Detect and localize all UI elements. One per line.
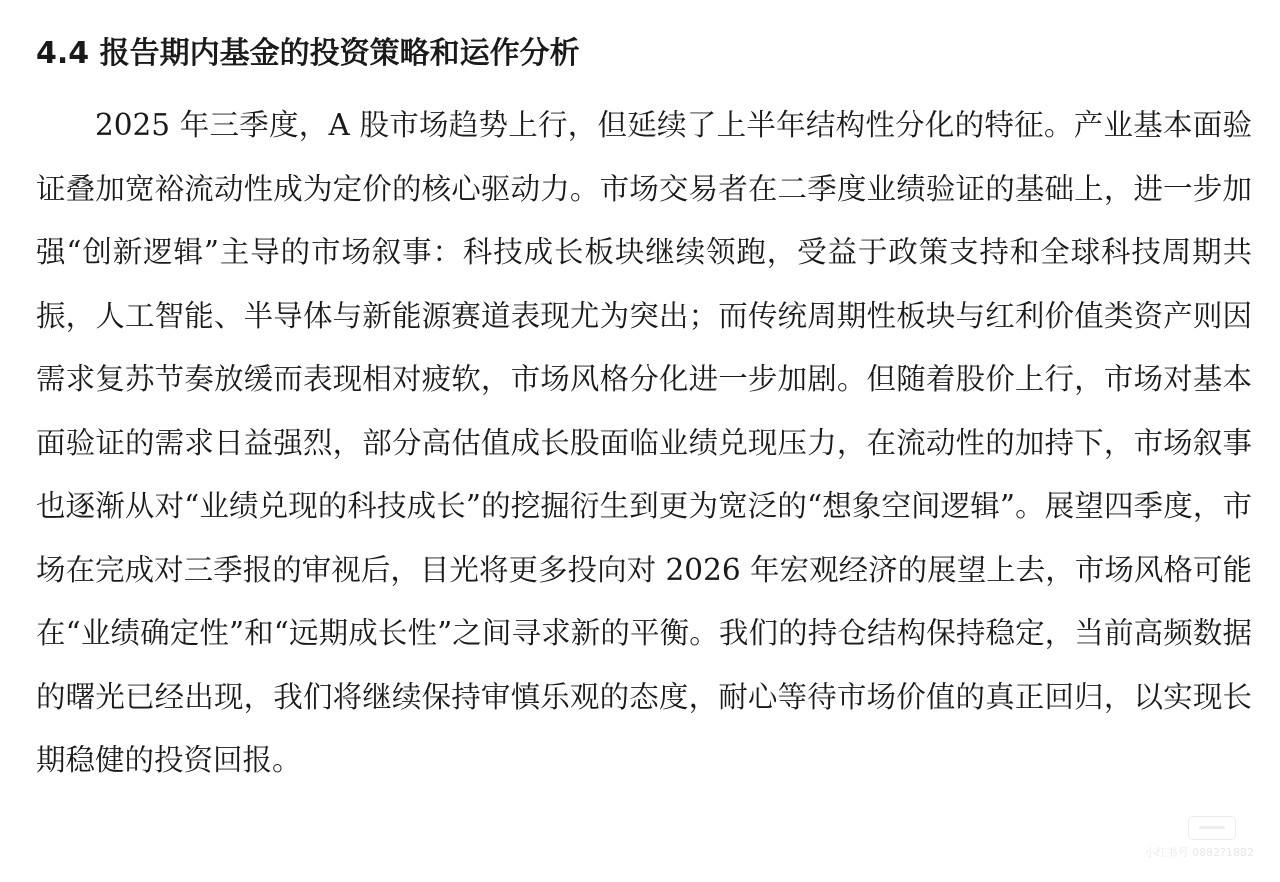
section-heading: 4.4 报告期内基金的投资策略和运作分析	[36, 36, 580, 71]
body-paragraph: 2025 年三季度，A 股市场趋势上行，但延续了上半年结构性分化的特征。产业基本面验证叠加宽裕流动性成为定价的核心驱动力。市场交易者在二季度业绩验证的基础上，进一步加强“创新逻辑”主导的市场叙事：科技成长板块继续领跑，受益于政策支持和全球科技周期共振，人工智能、半导体与新能源赛道表现尤为突出；而传统周期性板块与红利价值类资产则因需求复苏节奏放缓而表现相对疲软，市场风格分化进一步加剧。但随着股价上行，市场对基本面验证的需求日益强烈，部分高估值成长股面临业绩兑现压力，在流动性的加持下，市场叙事也逐渐从对“业绩兑现的科技成长”的挖掘衍生到更为宽泛的“想象空间逻辑”。展望四季度，市场在完成对三季报的审视后，目光将更多投向对 2026 年宏观经济的展望上去，市场风格可能在“业绩确定性”和“远期成长性”之间寻求新的平衡。我们的持仓结构保持稳定，当前高频数据的曙光已经出现，我们将继续保持审慎乐观的态度，耐心等待市场价值的真正回归，以实现长期稳健的投资回报。	[36, 108, 1252, 777]
watermark-text: 小红书号 0882?1882	[1144, 846, 1254, 859]
watermark	[1145, 816, 1254, 860]
xiaohongshu-logo-icon	[1188, 816, 1236, 840]
